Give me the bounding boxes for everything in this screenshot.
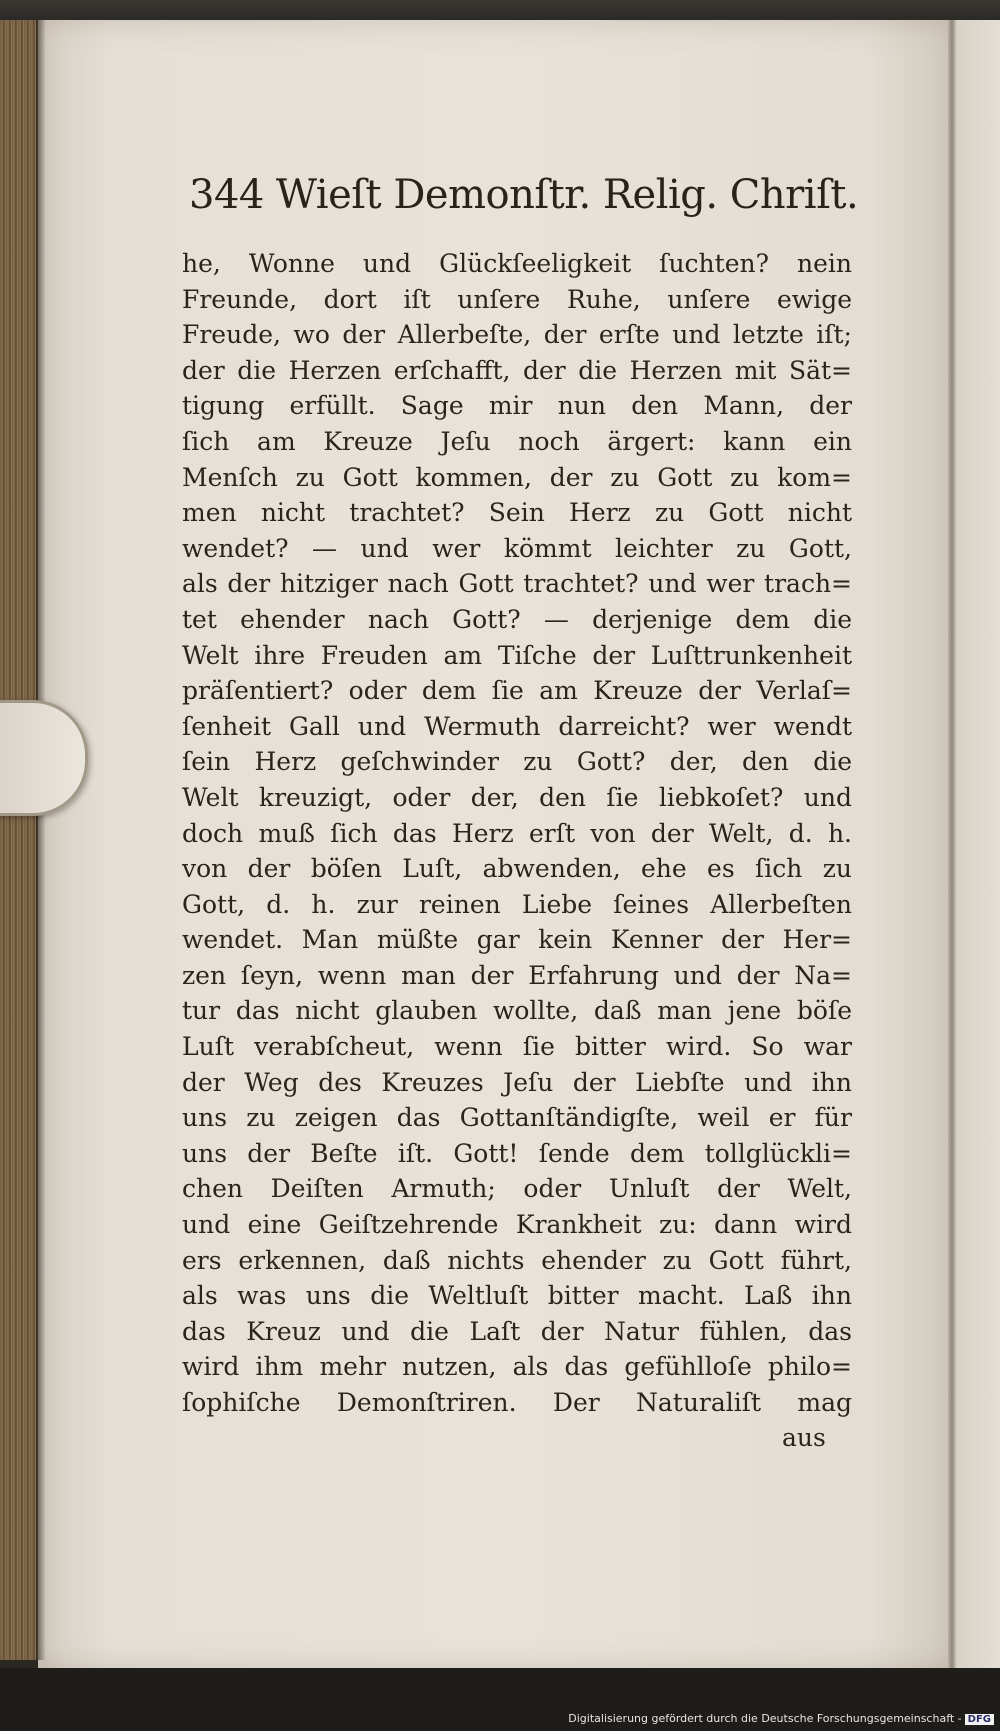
text-line: tur das nicht glauben wollte, daß man jene böſe: [182, 996, 852, 1026]
text-line: wendet. Man müßte gar kein Kenner der Her=: [182, 925, 852, 955]
credit-text: Digitalisierung gefördert durch die Deutsche Forschungsgemeinschaft -: [568, 1712, 962, 1725]
text-line: chen Deiſten Armuth; oder Unluſt der Welt,: [182, 1174, 852, 1204]
text-line: und eine Geiſtzehrende Krankheit zu: dann wird: [182, 1210, 852, 1240]
catchword: aus: [782, 1423, 826, 1452]
text-line: Luſt verabſcheut, wenn ſie bitter wird. So war: [182, 1032, 852, 1062]
text-line: Welt ihre Freuden am Tiſche der Luſttrunkenheit: [182, 640, 852, 670]
digitization-credit: [568, 1712, 994, 1725]
text-line: ers erkennen, daß nichts ehender zu Gott führt,: [182, 1245, 852, 1275]
text-line: zen ſeyn, wenn man der Erfahrung und der Na=: [182, 960, 852, 990]
page-shadow: [36, 20, 46, 1660]
text-line: Menſch zu Gott kommen, der zu Gott zu kom=: [182, 462, 852, 492]
text-line: ſenheit Gall und Wermuth darreicht? wer wendt: [182, 711, 852, 741]
text-line: he, Wonne und Glückſeeligkeit ſuchten? nein: [182, 249, 852, 278]
text-line: der die Herzen erſchafft, der die Herzen mit Sät=: [182, 355, 852, 385]
text-line: men nicht trachtet? Sein Herz zu Gott nicht: [182, 498, 852, 528]
dfg-logo: DFG: [965, 1714, 994, 1725]
scan-top-edge: [0, 0, 1000, 22]
text-line: von der böſen Luſt, abwenden, ehe es ſich zu: [182, 854, 852, 884]
text-line: uns zu zeigen das Gottanſtändigſte, weil er für: [182, 1103, 852, 1133]
adjacent-page-strip: [956, 20, 1000, 1670]
page-number: 344: [189, 172, 264, 218]
running-title: Wieſt Demonſtr. Relig. Chriſt.: [275, 172, 859, 218]
text-line: tigung erfüllt. Sage mir nun den Mann, der: [182, 391, 852, 421]
book-gutter: [948, 20, 956, 1670]
body-text: [182, 246, 852, 1421]
text-line: wendet? — und wer kömmt leichter zu Gott,: [182, 533, 852, 563]
text-line: ſophiſche Demonſtriren. Der Naturaliſt mag: [182, 1388, 852, 1417]
text-line: präſentiert? oder dem ſie am Kreuze der Verlaſ=: [182, 676, 852, 706]
text-line: der Weg des Kreuzes Jeſu der Liebſte und ihn: [182, 1067, 852, 1097]
book-page-edges: [0, 20, 40, 1660]
text-line: als der hitziger nach Gott trachtet? und wer trach=: [182, 569, 852, 599]
text-line: ſich am Kreuze Jeſu noch ärgert: kann ein: [182, 426, 852, 456]
running-header: [189, 172, 859, 228]
text-line: Gott, d. h. zur reinen Liebe ſeines Allerbeſten: [182, 889, 852, 919]
text-line: wird ihm mehr nutzen, als das gefühlloſe philo=: [182, 1352, 852, 1382]
text-line: ſein Herz geſchwinder zu Gott? der, den die: [182, 747, 852, 777]
text-line: uns der Beſte iſt. Gott! ſende dem tollglückli=: [182, 1138, 852, 1168]
text-line: Freude, wo der Allerbeſte, der erſte und letzte iſt;: [182, 320, 852, 350]
text-line: doch muß ſich das Herz erſt von der Welt, d. h.: [182, 818, 852, 848]
text-line: tet ehender nach Gott? — derjenige dem die: [182, 604, 852, 634]
text-line: Welt kreuzigt, oder der, den ſie liebkoſet? und: [182, 782, 852, 812]
text-line: als was uns die Weltluſt bitter macht. Laß ihn: [182, 1281, 852, 1311]
text-line: Freunde, dort iſt unſere Ruhe, unſere ewige: [182, 284, 852, 314]
text-line: das Kreuz und die Laſt der Natur fühlen, das: [182, 1316, 852, 1346]
